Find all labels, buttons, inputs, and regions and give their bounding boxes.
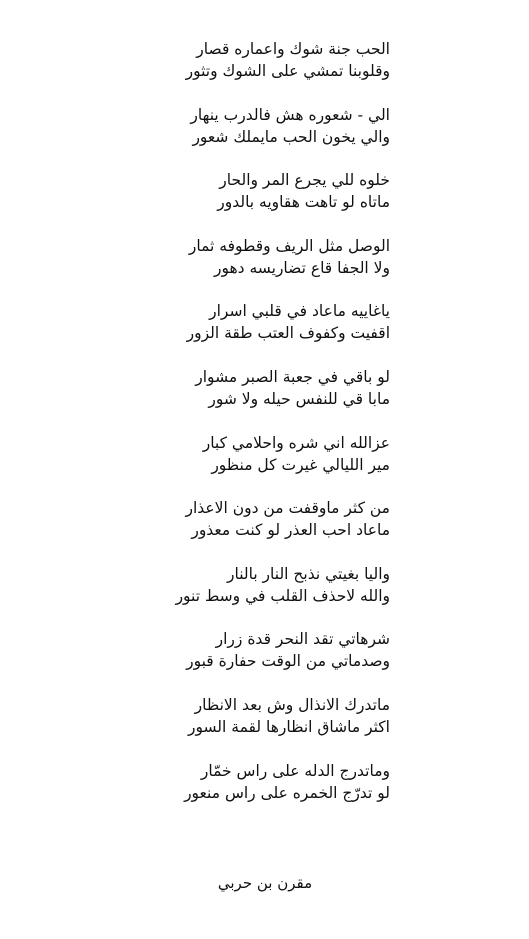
stanza-4 (140, 235, 390, 301)
stanza-8-line-1: من كثر ماوقفت من دون الاعذار (185, 499, 390, 518)
stanza-7 (140, 432, 390, 498)
stanza-10-line-2: وصدماتي من الوقت حفارة قبور (186, 652, 390, 671)
stanza-11 (140, 694, 390, 760)
stanza-8-line-2: ماعاد احب العذر لو كنت معذور (191, 521, 390, 540)
stanza-2 (140, 104, 390, 170)
stanza-3 (140, 169, 390, 235)
stanza-12 (140, 760, 390, 826)
stanza-12-line-1: وماتدرج الدله على راس خمّار (200, 761, 390, 780)
stanza-11-line-1: ماتدرك الانذال وش بعد الانظار (194, 695, 390, 714)
poem-body (140, 38, 390, 825)
stanza-10-line-1: شرهاتي تقد النحر قدة زرار (215, 630, 390, 649)
stanza-4-line-1: الوصل مثل الريف وقطوفه ثمار (188, 236, 390, 255)
stanza-1-line-1: الحب جنة شوك واعماره قصار (196, 40, 390, 58)
stanza-2-line-2: والي يخون الحب مايملك شعور (192, 127, 390, 146)
stanza-8 (140, 497, 390, 563)
stanza-1-line-2: وقلوبنا تمشي على الشوك وتثور (185, 62, 390, 80)
stanza-7-line-2: مير الليالي غيرت كل منظور (211, 455, 390, 474)
stanza-4-line-2: ولا الجفا قاع تضاريسه دهور (214, 258, 390, 277)
stanza-3-line-2: ماتاه لو تاهت هقاويه بالدور (217, 193, 390, 212)
stanza-9 (140, 563, 390, 629)
stanza-6-line-2: مابا قي للنفس حيله ولا شور (208, 389, 390, 408)
stanza-11-line-2: اكثر ماشاق انظارها لقمة السور (187, 717, 390, 736)
stanza-5 (140, 300, 390, 366)
stanza-6 (140, 366, 390, 432)
stanza-9-line-2: والله لاحذف القلب في وسط تنور (175, 586, 390, 605)
stanza-3-line-1: خلوه للي يجرع المر والحار (219, 171, 390, 190)
stanza-12-line-2: لو تدرّج الخمره على راس منعور (184, 783, 390, 802)
stanza-5-line-2: اقفيت وكفوف العتب طقة الزور (186, 324, 390, 343)
stanza-1 (140, 38, 390, 104)
stanza-2-line-1: الي - شعوره هش فالدرب ينهار (190, 105, 390, 124)
stanza-5-line-1: ياغاييه ماعاد في قلبي اسرار (209, 302, 390, 321)
poet-signature: مقرن بن حربي (217, 874, 313, 892)
stanza-9-line-1: واليا بغيتي نذبح النار بالنار (226, 564, 390, 583)
stanza-10 (140, 628, 390, 694)
stanza-7-line-1: عزالله اني شره واحلامي كبار (202, 433, 390, 452)
stanza-6-line-1: لو باقي في جعبة الصبر مشوار (195, 367, 390, 386)
